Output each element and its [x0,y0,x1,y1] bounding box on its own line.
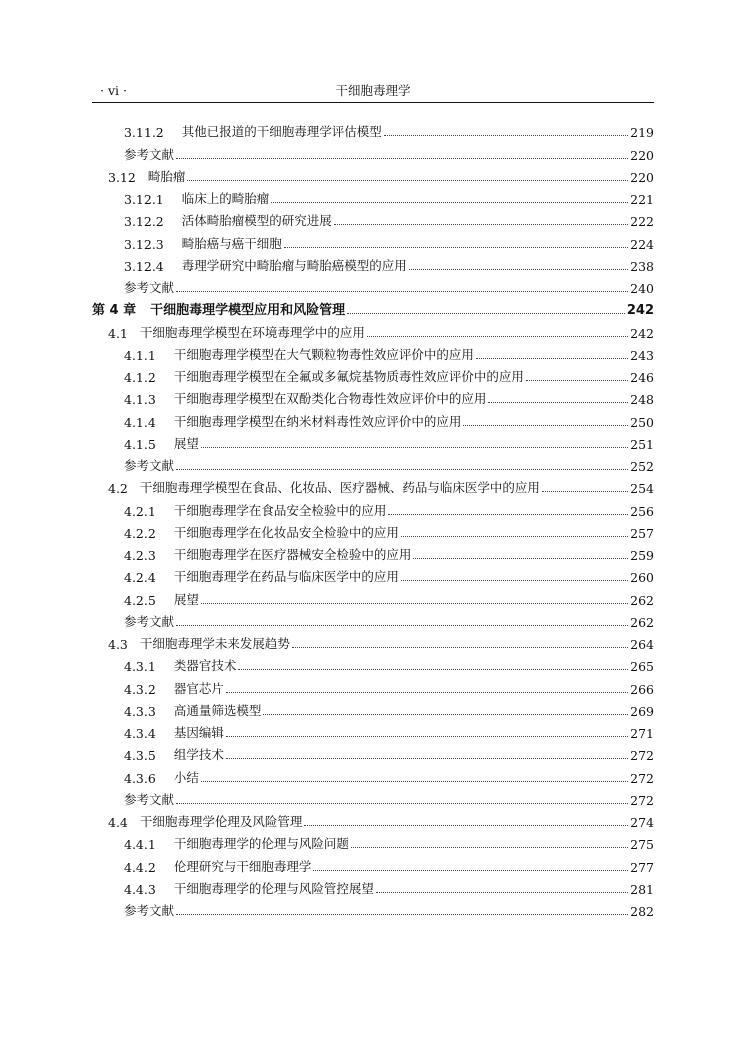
toc-entry-number: 4.2.3 [124,548,156,563]
toc-entry-number: 4.1.3 [124,392,156,408]
toc-entry-page: 260 [630,570,654,586]
toc-entry-page: 282 [630,904,654,919]
toc-dot-leader [304,825,628,826]
toc-dot-leader [176,291,628,292]
toc-dot-leader [201,781,628,782]
toc-entry-title: 基因编辑 [173,725,224,740]
toc-entry-page: 257 [630,525,654,541]
toc-entry-page: 272 [630,748,654,764]
toc-dot-leader [284,247,628,248]
toc-references-entry[interactable] [92,452,654,474]
toc-dot-leader [176,469,628,470]
toc-dot-leader [176,914,628,915]
toc-entry-page: 220 [630,169,654,185]
toc-entry-title: 活体畸胎瘤模型的研究进展 [181,213,332,229]
toc-entry[interactable] [92,830,654,852]
toc-entry-title: 干细胞毒理学在食品安全检验中的应用 [173,502,387,518]
toc-dot-leader [313,870,628,871]
toc-entry-title: 展望 [173,435,199,451]
toc-dot-leader [401,536,628,537]
toc-entry-title: 干细胞毒理学模型在双酚类化合物毒性效应评价中的应用 [173,391,487,407]
toc-dot-leader [409,269,628,270]
toc-entry-number: 4.3 [108,637,128,652]
toc-references-entry[interactable] [92,140,654,162]
toc-dot-leader [176,158,628,159]
toc-entry[interactable] [92,541,654,563]
toc-entry-number: 4.3.4 [124,726,156,741]
toc-dot-leader [263,714,628,715]
toc-entry-page: 251 [630,436,654,452]
toc-entry[interactable] [92,719,654,741]
toc-dot-leader [542,491,628,492]
toc-dot-leader [201,603,628,604]
toc-dot-leader [526,380,628,381]
toc-entry-number: 4.1 [108,325,128,341]
toc-entry-number: 4.4.3 [124,881,156,897]
toc-entry-page: 242 [630,325,654,341]
table-of-contents [92,118,654,919]
toc-entry-page: 220 [630,147,654,163]
toc-entry-title: 干细胞毒理学在化妆品安全检验中的应用 [173,524,399,540]
toc-entry-number: 4.3.3 [124,703,156,719]
toc-dot-leader [376,892,628,893]
toc-entry-page: 274 [630,815,654,830]
toc-entry-number: 4.3.2 [124,681,156,697]
toc-entry-page: 250 [630,414,654,430]
toc-entry-number: 4.4.1 [124,837,156,853]
toc-entry-number: 4.4.2 [124,859,156,875]
toc-entry[interactable] [92,808,654,830]
page-number: · vi · [100,83,127,98]
toc-entry-number: 4.2.1 [124,503,156,519]
toc-entry[interactable] [92,363,654,385]
toc-entry-title: 干细胞毒理学未来发展趋势 [139,636,290,651]
toc-entry-page: 240 [630,281,654,296]
toc-entry[interactable] [92,741,654,763]
toc-entry-number: 3.12.2 [124,214,164,230]
toc-dot-leader [226,692,628,693]
toc-entry-number: 4.3.5 [124,748,156,764]
toc-entry-number: 4.1.5 [124,436,156,452]
toc-entry-number: 4.1.2 [124,370,156,385]
toc-entry-title: 参考文献 [124,146,175,162]
toc-entry-title: 参考文献 [124,458,175,473]
toc-entry[interactable] [92,385,654,407]
toc-entry[interactable] [92,318,654,340]
toc-entry[interactable] [92,496,654,518]
toc-entry[interactable] [92,630,654,652]
toc-entry-page: 222 [630,214,654,230]
toc-entry-page: 252 [630,459,654,474]
toc-entry-title: 干细胞毒理学模型在食品、化妆品、医疗器械、药品与临床医学中的应用 [139,480,540,496]
toc-entry-number: 4.3.6 [124,770,156,786]
toc-entry-number: 4.1.1 [124,347,156,363]
toc-dot-leader [238,669,628,670]
toc-entry[interactable] [92,207,654,229]
toc-entry-title: 干细胞毒理学模型在纳米材料毒性效应评价中的应用 [173,413,462,429]
toc-entry[interactable] [92,185,654,207]
toc-entry-page: 264 [630,637,654,652]
toc-entry[interactable] [92,407,654,429]
toc-entry-page: 248 [630,392,654,408]
toc-dot-leader [401,580,628,581]
toc-entry-number: 4.2 [108,481,128,497]
toc-entry-title: 干细胞毒理学在医疗器械安全检验中的应用 [173,547,412,562]
toc-entry-number: 3.12.1 [124,192,164,207]
toc-entry[interactable] [92,519,654,541]
toc-entry[interactable] [92,852,654,874]
page-header [92,80,654,103]
toc-dot-leader [488,402,628,403]
toc-references-entry[interactable] [92,897,654,919]
toc-entry-page: 256 [630,503,654,519]
toc-entry[interactable] [92,229,654,251]
toc-entry-title: 干细胞毒理学模型在全氟或多氟烷基物质毒性效应评价中的应用 [173,369,524,384]
toc-entry-title: 临床上的畸胎瘤 [181,191,270,206]
toc-entry-page: 272 [630,770,654,786]
toc-entry[interactable] [92,563,654,585]
toc-entry[interactable] [92,674,654,696]
toc-dot-leader [476,358,628,359]
toc-entry[interactable] [92,652,654,674]
toc-entry-title: 组学技术 [173,747,224,763]
toc-entry-title: 干细胞毒理学模型应用和风险管理 [150,303,346,319]
toc-dot-leader [351,847,628,848]
toc-entry-number: 4.4 [108,815,128,830]
toc-entry-title: 参考文献 [124,903,175,918]
toc-entry-page: 272 [630,792,654,808]
toc-entry[interactable] [92,763,654,785]
toc-entry-page: 224 [630,236,654,252]
toc-dot-leader [413,558,628,559]
toc-entry-page: 281 [630,881,654,897]
toc-entry-title: 器官芯片 [173,680,224,696]
toc-entry-title: 其他已报道的干细胞毒理学评估模型 [181,124,382,140]
toc-dot-leader [201,447,628,448]
toc-entry-page: 242 [626,303,654,319]
toc-entry[interactable] [92,341,654,363]
toc-entry-title: 类器官技术 [173,658,237,674]
toc-entry[interactable] [92,430,654,452]
toc-dot-leader [463,425,628,426]
toc-dot-leader [271,202,628,203]
toc-entry-title: 毒理学研究中畸胎瘤与畸胎癌模型的应用 [181,257,407,273]
toc-entry-title: 干细胞毒理学的伦理与风险管控展望 [173,880,374,896]
toc-entry-page: 259 [630,548,654,563]
toc-entry-title: 干细胞毒理学伦理及风险管理 [139,814,303,829]
toc-entry-title: 伦理研究与干细胞毒理学 [173,858,312,874]
toc-dot-leader [176,803,628,804]
toc-entry-page: 238 [630,258,654,274]
toc-references-entry[interactable] [92,786,654,808]
toc-entry-page: 266 [630,681,654,697]
toc-entry-page: 243 [630,347,654,363]
toc-entry-page: 277 [630,859,654,875]
toc-entry-page: 246 [630,370,654,385]
toc-entry[interactable] [92,585,654,607]
toc-entry-number: 第 4 章 [92,303,137,319]
toc-entry-page: 271 [630,726,654,741]
toc-entry-title: 畸胎癌与癌干细胞 [181,235,282,251]
toc-entry-number: 4.3.1 [124,659,156,675]
toc-entry-page: 265 [630,659,654,675]
toc-dot-leader [367,336,628,337]
toc-entry-number: 4.1.4 [124,414,156,430]
toc-entry-page: 275 [630,837,654,853]
toc-references-entry[interactable] [92,274,654,296]
toc-entry-title: 参考文献 [124,791,175,807]
toc-entry-number: 3.12.4 [124,258,164,274]
toc-dot-leader [176,625,628,626]
book-title: 干细胞毒理学 [335,83,411,98]
toc-entry[interactable] [92,697,654,719]
toc-entry-page: 221 [630,192,654,207]
toc-entry[interactable] [92,875,654,897]
toc-dot-leader [292,647,628,648]
toc-entry-title: 干细胞毒理学在药品与临床医学中的应用 [173,569,399,585]
toc-entry-title: 干细胞毒理学模型在环境毒理学中的应用 [139,324,365,340]
toc-dot-leader [388,514,628,515]
toc-entry-title: 小结 [173,769,199,785]
toc-entry[interactable] [92,252,654,274]
toc-references-entry[interactable] [92,608,654,630]
toc-entry-title: 高通量筛选模型 [173,702,262,718]
toc-entry-number: 3.11.2 [124,125,164,141]
toc-entry-number: 4.2.4 [124,570,156,586]
toc-dot-leader [226,758,628,759]
toc-chapter-entry[interactable] [92,296,654,318]
toc-entry-page: 269 [630,703,654,719]
toc-entry-page: 262 [630,592,654,608]
toc-entry-page: 219 [630,125,654,141]
toc-entry-title: 参考文献 [124,613,175,629]
toc-dot-leader [384,135,628,136]
toc-entry-number: 3.12 [108,169,136,185]
toc-entry-page: 254 [630,481,654,497]
toc-entry-number: 3.12.3 [124,236,164,252]
toc-entry-title: 展望 [173,591,199,607]
toc-dot-leader [226,736,628,737]
toc-entry-number: 4.2.2 [124,525,156,541]
toc-entry-number: 4.2.5 [124,592,156,608]
toc-dot-leader [187,180,628,181]
toc-entry[interactable] [92,118,654,140]
toc-dot-leader [334,224,628,225]
toc-dot-leader [347,313,625,314]
toc-entry-title: 干细胞毒理学模型在大气颗粒物毒性效应评价中的应用 [173,346,474,362]
toc-entry-title: 畸胎瘤 [147,168,186,184]
toc-entry-title: 参考文献 [124,280,175,295]
toc-entry-title: 干细胞毒理学的伦理与风险问题 [173,836,349,852]
toc-entry[interactable] [92,474,654,496]
toc-entry-page: 262 [630,614,654,630]
toc-entry[interactable] [92,163,654,185]
